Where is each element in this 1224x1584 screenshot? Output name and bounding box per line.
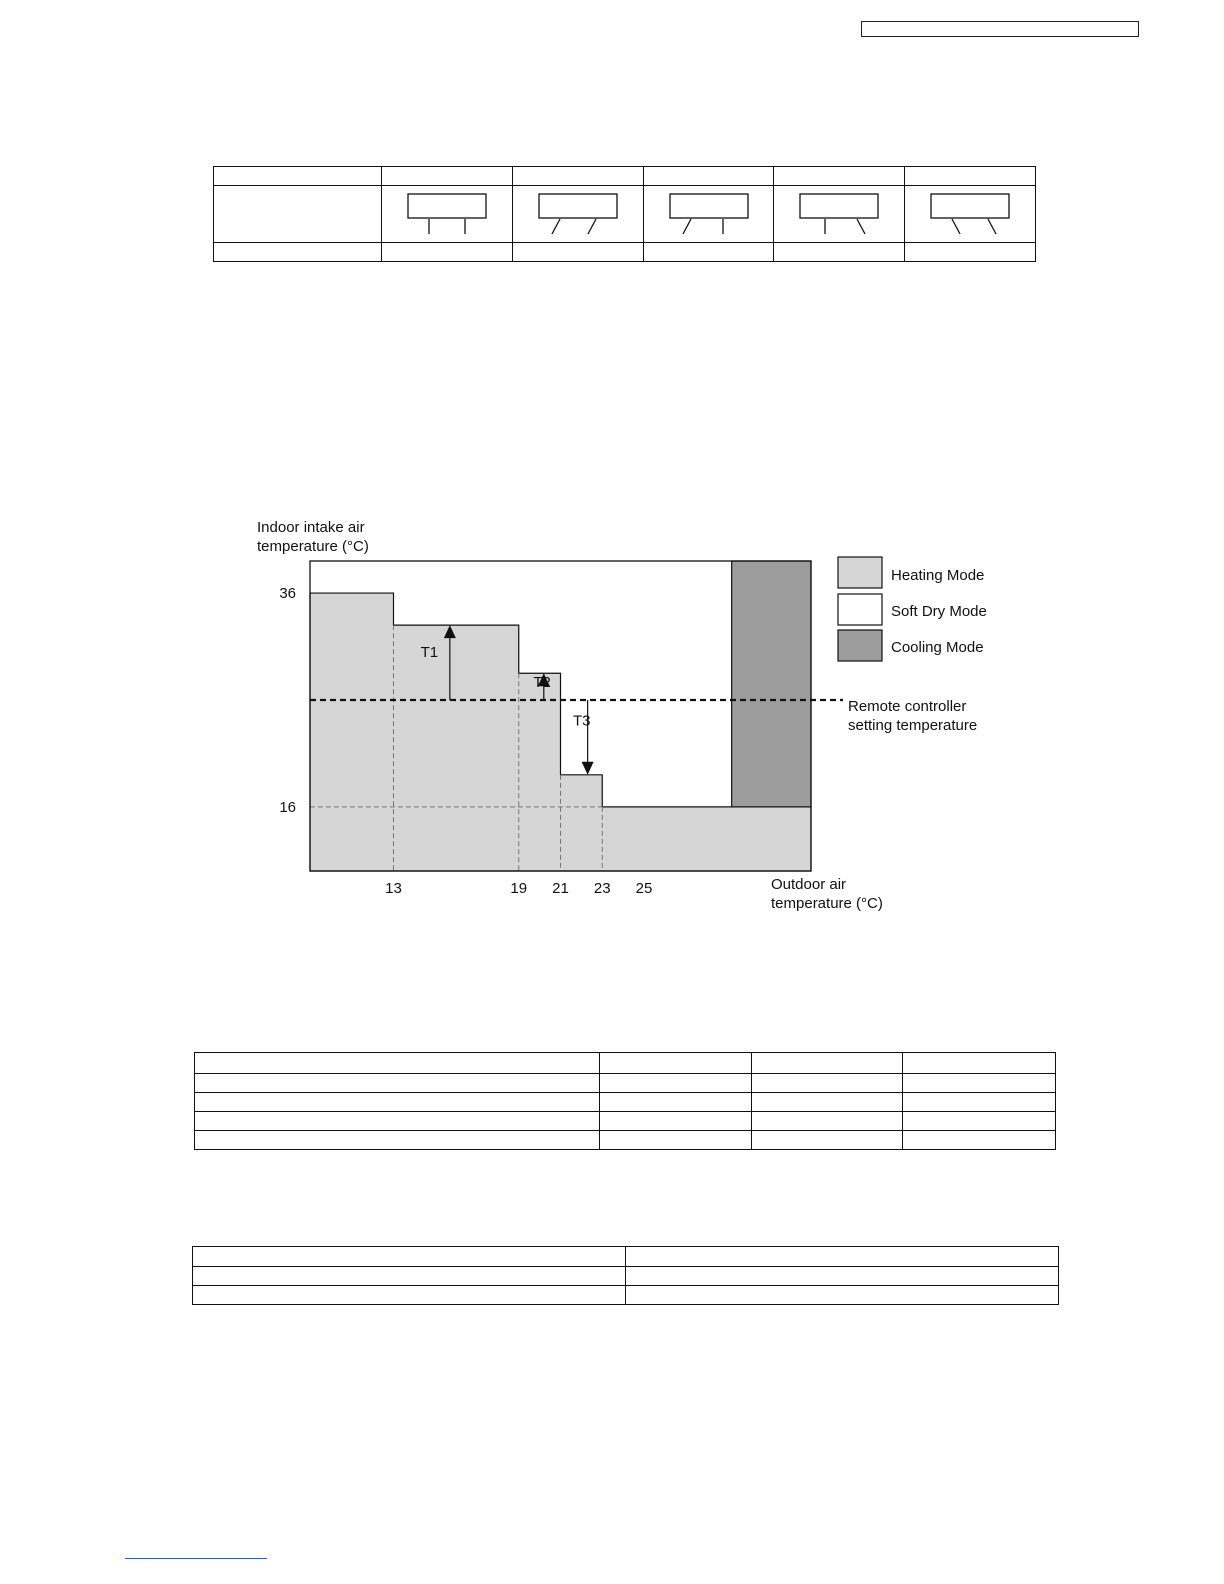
x-tick-label: 23: [593, 880, 611, 897]
x-tick-label: 25: [635, 880, 653, 897]
table-cell: [214, 186, 382, 243]
table-cell: [195, 1112, 600, 1131]
louver-cell-1: [382, 186, 513, 243]
legend-label-soft-dry: Soft Dry Mode: [891, 603, 987, 620]
table-cell: [903, 1074, 1056, 1093]
table-cell: [600, 1093, 752, 1112]
table-cell: [214, 243, 382, 262]
table-cell: [214, 167, 382, 186]
legend-swatch-soft-dry: [838, 594, 882, 625]
table-cell: [382, 167, 513, 186]
table-cell: [600, 1131, 752, 1150]
table-cell: [751, 1053, 903, 1074]
legend-swatch-heating: [838, 557, 882, 588]
table-cell: [903, 1112, 1056, 1131]
louver-center-right-icon: [797, 192, 881, 236]
cooling-region: [732, 561, 811, 807]
table-cell: [905, 243, 1036, 262]
table-cell: [512, 167, 643, 186]
x-axis-label-line1: Outdoor air: [771, 876, 847, 893]
table-cell: [195, 1053, 600, 1074]
offset-label: T1: [420, 644, 439, 662]
legend: [838, 557, 987, 661]
table-cell: [903, 1053, 1056, 1074]
table-cell: [600, 1053, 752, 1074]
louver-cell-5: [905, 186, 1036, 243]
x-tick-label: 21: [552, 880, 569, 897]
header-model-box: [861, 21, 1139, 37]
y-tick-label: 16: [279, 798, 296, 816]
table-cell: [903, 1131, 1056, 1150]
legend-label-heating: Heating Mode: [891, 567, 985, 584]
mode-chart: [230, 505, 1030, 925]
table-cell: [774, 167, 905, 186]
table-cell: [751, 1112, 903, 1131]
y-axis-label-line2: temperature (°C): [257, 538, 369, 555]
table-cell: [751, 1093, 903, 1112]
y-tick-label: 36: [279, 585, 296, 603]
table-cell: [625, 1286, 1059, 1305]
table-cell: [751, 1074, 903, 1093]
table-cell: [905, 167, 1036, 186]
table-cell: [600, 1074, 752, 1093]
table-cell: [195, 1131, 600, 1150]
x-axis-label-line2: temperature (°C): [771, 895, 883, 912]
setting-line-label-line1: Remote controller: [848, 698, 967, 715]
table-cell: [193, 1267, 626, 1286]
table-cell: [193, 1286, 626, 1305]
table-cell: [774, 243, 905, 262]
setting-line-label-line2: setting temperature: [848, 717, 978, 734]
table-cell: [382, 243, 513, 262]
table-cell: [625, 1267, 1059, 1286]
table-cell: [625, 1247, 1059, 1267]
louver-cell-2: [512, 186, 643, 243]
offset-label: T2: [533, 674, 551, 692]
offset-label: T3: [573, 712, 591, 730]
table-cell: [193, 1247, 626, 1267]
louver-left-icon: [536, 192, 620, 236]
louver-cell-3: [643, 186, 774, 243]
x-tick-label: 13: [385, 880, 402, 897]
table-cell: [643, 243, 774, 262]
louver-left-center-icon: [667, 192, 751, 236]
x-tick-label: 19: [510, 880, 528, 897]
louver-right-icon: [928, 192, 1012, 236]
table-cell: [195, 1093, 600, 1112]
data-table-three: [192, 1246, 1059, 1305]
table-cell: [903, 1093, 1056, 1112]
louver-vertical-icon: [405, 192, 489, 236]
table-cell: [751, 1131, 903, 1150]
table-cell: [643, 167, 774, 186]
legend-label-cooling: Cooling Mode: [891, 639, 984, 656]
y-axis-label-line1: Indoor intake air: [257, 519, 365, 536]
table-cell: [195, 1074, 600, 1093]
louver-position-table: [213, 166, 1036, 262]
table-cell: [600, 1112, 752, 1131]
louver-cell-4: [774, 186, 905, 243]
legend-swatch-cooling: [838, 630, 882, 661]
data-table-two: [194, 1052, 1056, 1150]
footer-link-underline: [125, 1558, 267, 1559]
table-cell: [512, 243, 643, 262]
